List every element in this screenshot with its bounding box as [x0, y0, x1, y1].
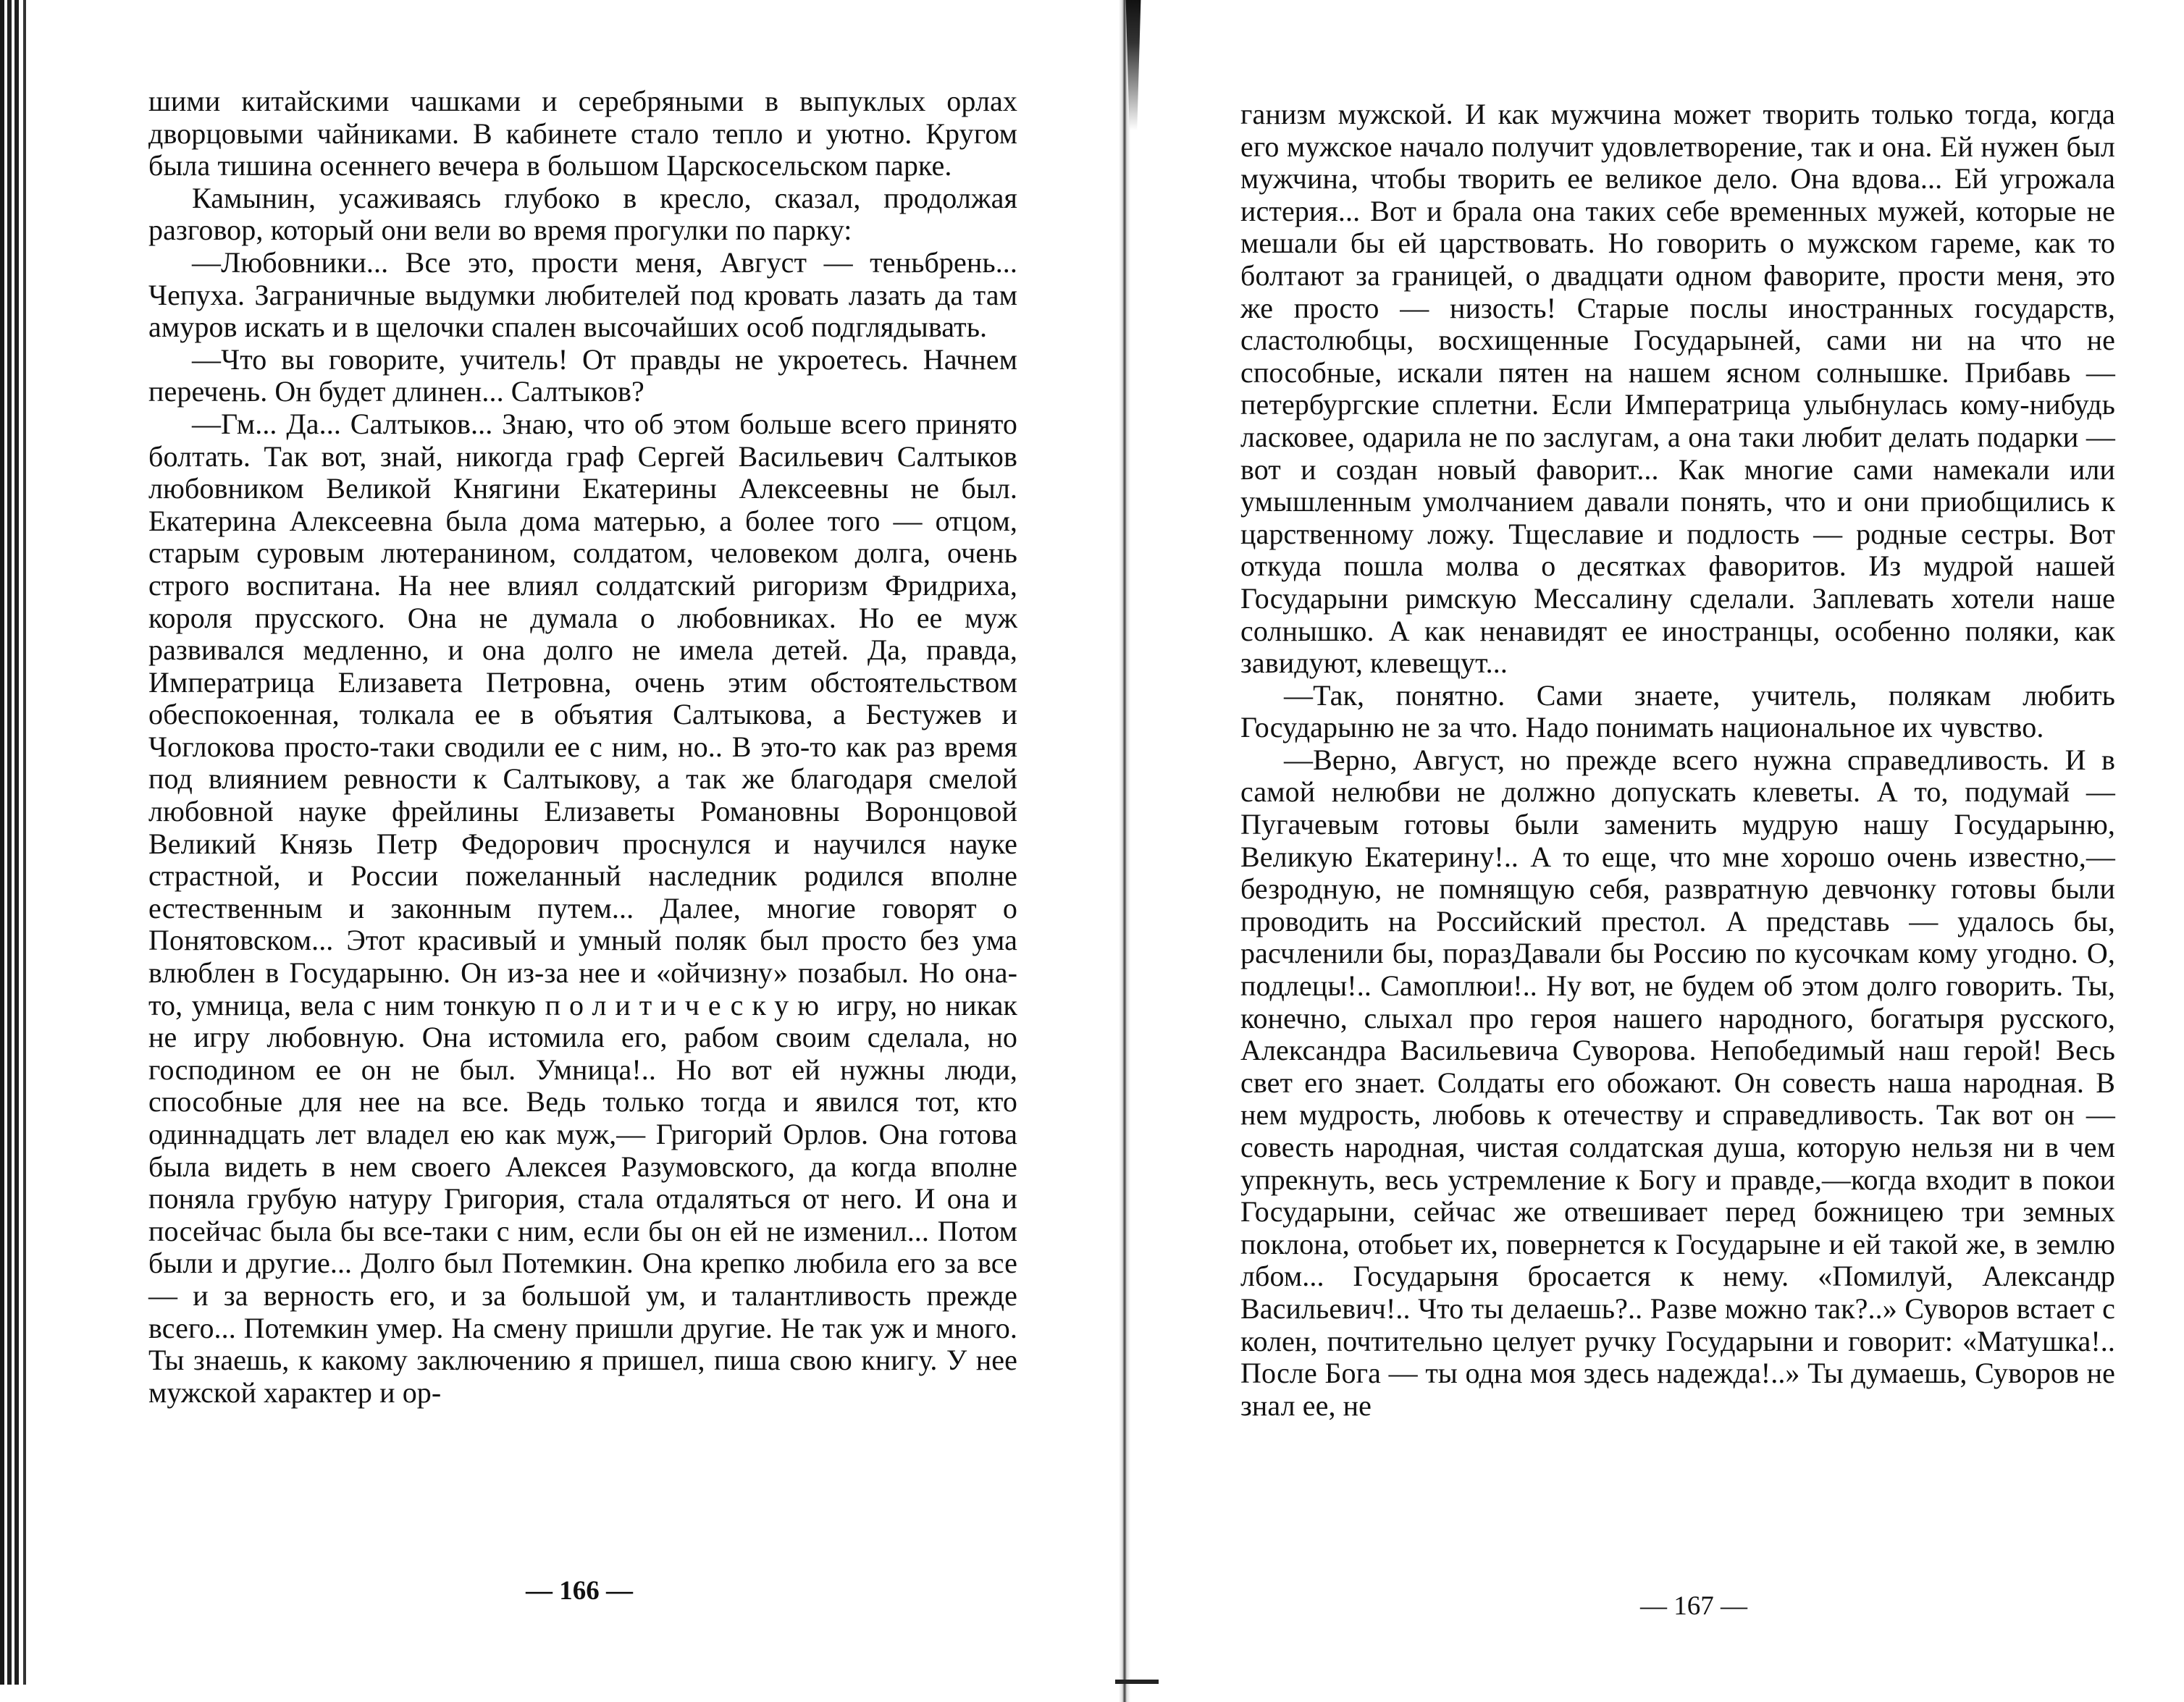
paragraph [148, 408, 1017, 1409]
paragraph: —Так, понятно. Сами знаете, учитель, полякам любить Государыню не за что. Надо понимать национальное их чувство. [1240, 678, 2115, 744]
spaced-emphasis: политическую [545, 988, 828, 1021]
paragraph: —Верно, Август, но прежде всего нужна справедливость. И в самой нелюбви не должно допускать клеветы. А то, подумай — Пугачевым готовы были заменить мудрую нашу Государыню, Великую Екатерину!.. А то еще, что мне хорошо очень известно,—безродную, не помнящую себя, развратную девчонку готовы были проводить на Российский престол. А представь — удалось бы, расчленили бы, поразДавали бы Россию по кусочкам кому угодно. О, подлецы!.. Самоплюи!.. Ну вот, не будем об этом долго говорить. Ты, конечно, слыхал про героя нашего народного, богатыря русского, Александра Васильевича Суворова. Непобедимый наш герой! Весь свет его знает. Солдаты его обожают. Он совесть наша народная. В нем мудрость, любовь к отечеству и справедливость. Так вот он — совесть народная, чистая солдатская душа, которую нельзя ни в чем упрекнуть, весь устремление к Богу и правде,—когда входит в покои Государыни, сейчас же отвешивает перед божницею три земных поклона, отобьет их, повернется к Государыне и ей такой же, в землю лбом... Государыня бросается к нему. «Помилуй, Александр Васильевич!.. Что ты делаешь?.. Разве можно так?..» Суворов встает с колен, почтительно целует ручку Государыни и говорит: «Матушка!.. После Бога — ты одна моя здесь надежда!..» Ты думаешь, Суворов не знал ее, не [1240, 743, 2115, 1422]
paragraph-text: —Гм... Да... Салтыков... Знаю, что об этом больше всего принято болтать. Так вот, знай, никогда граф Сергей Васильевич Салтыков любовником Великой Княгини Екатерины Алексеевны не был. Екатерина Алексеевна была дома матерью, а более того — отцом, старым суровым лютеранином, солдатом, человеком долга, очень строго воспитана. На нее влиял солдатский ригоризм Фридриха, короля прусского. Она не думала о любовниках. Но ее муж развивался медленно, и она долго не имела детей. Да, правда, Императрица Елизавета Петровна, очень этим обстоятельством обеспокоенная, толкала ее в объятия Салтыкова, а Бестужев и Чоглокова просто-таки сводили ее с ним, но.. В это-то как раз время под влиянием ревности к Салтыкову, а так же благодаря смелой любовной науке фрейлины Елизаветы Романовны Воронцовой Великий Князь Петр Федорович проснулся и научился науке страстной, и России пожеланный наследник родился вполне естественным и законным путем... Далее, многие говорят о Понятовском... Этот красивый и умный поляк был просто без ума влюблен в Государыню. Он из-за нее и «ойчизну» позабыл. Но она-то, умница, вела с ним тонкую [148, 407, 1017, 1021]
paragraph: ганизм мужской. И как мужчина может творить только тогда, когда его мужское начало получит удовлетворение, так и она. Ей нужен был мужчина, чтобы творить ее великое дело. Она вдова... Ей угрожала истерия... Вот и брала она таких себе временных мужей, которые не мешали бы ей царствовать. Но говорить о мужском гареме, как то болтают за границей, о двадцати одном фаворите, прости меня, это же просто — низость! Старые послы иностранных государств, сластолюбцы, восхищенные Государыней, сами ни на что не способные, искали пятен на нашем ясном солнышке. Прибавь — петербургские сплетни. Если Императрица улыбнулась кому-нибудь ласковее, одарила не по заслугам, а она таки любит делать подарки — вот и создан новый фаворит... Как многие сами намекали или умышленным умолчанием давали понять, что и они приобщились к царственному ложу. Тщеславие и подлость — родные сестры. Вот откуда пошла молва о десятках фаворитов. Из мудрой нашей Государыни римскую Мессалину сделали. Заплевать хотели наше солнышко. А как ненавидят ее иностранцы, особенно поляки, как завидуют, клевещут... [1240, 98, 2115, 680]
right-page-text [1240, 98, 2115, 1422]
book-gutter [1119, 0, 1130, 1702]
paragraph-text: игру, но никак не игру любовную. Она истомила его, рабом своим сделала, но господином ее он не был. Умница!.. Но вот ей нужны люди, способные для нее на все. Ведь только тогда и явился тот, кто одиннадцать лет владел ею как муж,— Григорий Орлов. Она готова была видеть в нем своего Алексея Разумовского, да когда вполне поняла грубую натуру Григория, стала отдаляться от него. И она и посейчас была бы все-таки с ним, если бы он ей не изменил... Потом были и другие... Долго был Потемкин. Она крепко любила его за все — и за верность его, и за большой ум, и талантливость прежде всего... Потемкин умер. На смену пришли другие. Не так уж и много. Ты знаешь, к какому заключению я пришел, пиша свою книгу. У нее мужской характер и ор- [148, 988, 1017, 1409]
paragraph: —Любовники... Все это, прости меня, Август — теньбрень... Чепуха. Заграничные выдумки любителей под кровать лазать да там амуров искать и в щелочки спален высочайших особ подглядывать. [148, 245, 1017, 344]
page-number: — 166 — [526, 1576, 633, 1606]
paragraph: —Что вы говорите, учитель! От правды не укроетесь. Начнем перечень. Он будет длинен... Салтыков? [148, 342, 1017, 408]
paragraph: шими китайскими чашками и серебряными в выпуклых орлах дворцовыми чайниками. В кабинете стало тепло и уютно. Кругом была тишина осеннего вечера в большом Царскосельском парке. [148, 85, 1017, 182]
paragraph: Камынин, усаживаясь глубоко в кресло, сказал, продолжая разговор, который они вели во время прогулки по парку: [148, 181, 1017, 247]
left-page-text [148, 85, 1017, 1409]
page-number: — 167 — [1640, 1591, 1747, 1621]
right-page [1130, 0, 2184, 1702]
